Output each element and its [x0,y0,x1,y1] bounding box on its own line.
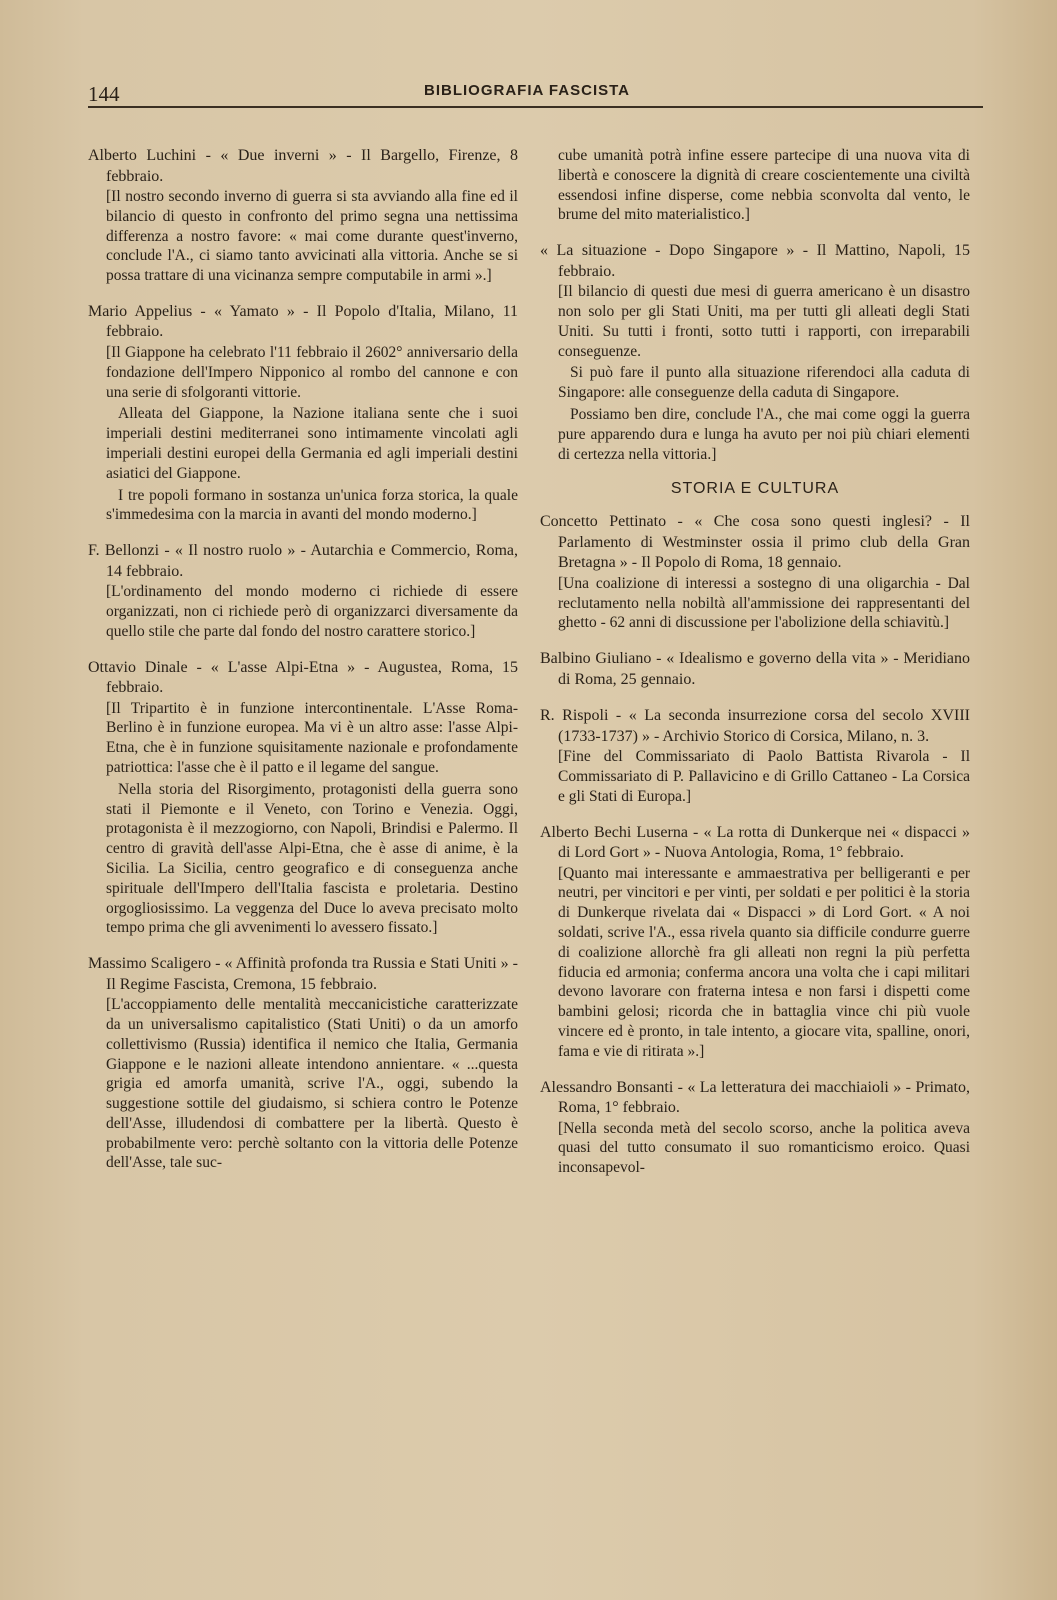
entry-citation: Massimo Scaligero - « Affinità profonda tra Russia e Stati Uniti » - Il Regime Fascista, Cremona, 15 febbraio. [88,955,518,993]
note-paragraph: cube umanità potrà infine essere partecipe di una nuova vita di libertà e conoscere la dignità di creare coscientemente una civiltà essendosi infine disperse, come nebbia sconvolta dal vento, le brume del mito materialistico.] [558,147,970,224]
note-paragraph: [Una coalizione di interessi a sostegno di una oligarchia - Dal reclutamento nella nobiltà all'ammissione dei rappresentanti del ghetto - 62 anni di discussione per l'abolizione della schiavitù.] [558,574,970,632]
bibliography-entry [540,1078,970,1178]
running-title: BIBLIOGRAFIA FASCISTA [424,82,630,99]
right-column [540,146,970,1194]
entry-citation: Concetto Pettinato - « Che cosa sono questi inglesi? - Il Parlamento di Westminster ossia il primo club della Gran Bretagna » - Il Popolo di Roma, 18 gennaio. [540,513,970,572]
entry-citation: Mario Appelius - « Yamato » - Il Popolo d'Italia, Milano, 11 febbraio. [88,302,518,341]
bibliography-entry [540,512,970,633]
bibliography-entry [540,823,970,1062]
entry-note [88,699,518,939]
header-rule [88,106,983,108]
note-paragraph: [Fine del Commissariato di Paolo Battista Rivarola - Il Commissariato di P. Pallavicino e di Grillo Cattaneo - La Corsica e gli Stati di Europa.] [558,748,970,805]
note-paragraph: [Il nostro secondo inverno di guerra si sta avviando alla fine ed il bilancio di questo in confronto del primo segna una nettissima differenza a nostro favore: « mai come durante quest'inverno, conclude l'A., ci siamo tanto avvicinati alla vittoria. Anche se si possa trattare di una vicinanza sempre computabile in armi ».] [106,188,518,285]
bibliography-entry [540,241,970,464]
bibliography-entry [88,954,518,1173]
right-column-entries-after [540,512,970,1178]
note-paragraph: [L'ordinamento del mondo moderno ci richiede di essere organizzati, non ci richiede però di organizzarci diversamente da quello stile che parte dal fondo del nostro carattere storico.] [106,583,518,640]
bibliography-entry [88,658,518,939]
note-paragraph: [Il bilancio di questi due mesi di guerra americano è un disastro non solo per gli Stati Uniti, ma per tutti gli alleati degli Stati Uniti. Su tutti i fronti, sotto tutti i rapporti, con irreparabili conseguenze. [558,283,970,360]
entry-note [88,187,518,286]
entry-citation: Balbino Giuliano - « Idealismo e governo della vita » - Meridiano di Roma, 25 gennaio. [540,650,970,688]
entry-citation: Alessandro Bonsanti - « La letteratura dei macchiaioli » - Primato, Roma, 1° febbraio. [540,1078,970,1117]
entry-note [540,574,970,633]
bibliography-entry [540,706,970,806]
note-paragraph: Nella storia del Risorgimento, protagonisti della guerra sono stati il Piemonte e il Veneto, con Torino e Venezia. Oggi, protagonista è il mezzogiorno, con Napoli, Brindisi e Palermo. Il centro di gravità dell'asse Alpi-Etna, che è asse di anime, è la Sicilia. La Sicilia, centro geografico e di conseguenza anche spirituale dell'Impero dell'Italia fascista e proletaria. Destino orgogliosissimo. La veggenza del Duce lo aveva precisato molto tempo prima che gli avvenimenti lo avessero fissato.] [106,780,518,937]
note-paragraph: Alleata del Giappone, la Nazione italiana sente che i suoi imperiali destini mediterranei sono intimamente vincolati agli imperiali destini europei della Germania ed agli imperiali destini asiatici del Giappone. [106,405,518,482]
entry-note [540,1119,970,1178]
entry-note [88,995,518,1173]
note-paragraph: Si può fare il punto alla situazione riferendoci alla caduta di Singapore: alle conseguenze della caduta di Singapore. [558,364,970,402]
entry-note [88,582,518,641]
entry-note [540,864,970,1062]
entry-citation: R. Rispoli - « La seconda insurrezione corsa del secolo XVIII (1733-1737) » - Archivio Storico di Corsica, Milano, n. 3. [540,707,970,745]
note-paragraph: [Quanto mai interessante e ammaestrativa per belligeranti e per neutri, per vincitori e per vinti, per soldati e per politici è la storia di Dunkerque rivelata dai « Dispacci » di Lord Gort. « A noi soldati, scrive l'A., essa rivela quanto sia difficile condurre guerre di coalizione allorchè fra gli alleati non regni la più perfetta fiducia ed armonia; conferma ancora una volta che i capi militari devono lavorare con fraterna intesa e non farsi i dispetti come bambini gelosi; ricorda che in battaglia vince chi più vuole vincere ed è pronto, in tale intento, a giocare vita, spalline, onori, fama e vie di ritirata ».] [558,864,970,1060]
note-paragraph: Possiamo ben dire, conclude l'A., che mai come oggi la guerra pure apparendo dura e lunga ha avuto per noi più chiari elementi di certezza nella vittoria.] [558,405,970,463]
entry-note [88,343,518,525]
section-heading: STORIA E CULTURA [670,480,840,498]
note-paragraph: [L'accoppiamento delle mentalità meccanicistiche caratterizzate da un universalismo capitalistico (Stati Uniti) o da un amorfo collettivismo (Russia) identifica il nemico che Italia, Germania Giappone e le nazioni alleate intendono annientare. « ...questa grigia ed amorfa umanità, scrive l'A., oggi, subendo la suggestione sottile del giudaismo, si schiera contro le Potenze dell'Asse, illudendosi di combattere per la libertà. Questo è probabilmente vero: perchè soltanto con la vittoria delle Potenze dell'Asse, tale suc- [106,996,518,1172]
bibliography-entry [88,146,518,286]
entry-citation: Ottavio Dinale - « L'asse Alpi-Etna » - Augustea, Roma, 15 febbraio. [88,658,518,697]
entry-citation: Alberto Luchini - « Due inverni » - Il Bargello, Firenze, 8 febbraio. [88,147,518,185]
entry-note [540,747,970,806]
bibliography-entry [88,541,518,641]
continued-note [540,146,970,225]
note-paragraph: [Il Tripartito è in funzione intercontinentale. L'Asse Roma-Berlino è in funzione europea. Ma vi è un altro asse: l'asse Alpi-Etna, che è in funzione squisitamente nazionale e profondamente patriottica: l'asse che è il patto e il legame del sangue. [106,699,518,776]
note-paragraph: [Il Giappone ha celebrato l'11 febbraio il 2602° anniversario della fondazione dell'Impero Nipponico al rombo del cannone e con una serie di sfolgoranti vittorie. [106,343,518,401]
note-paragraph: I tre popoli formano in sostanza un'unica forza storica, la quale s'immedesima con la marcia in avanti del mondo moderno.] [106,486,518,524]
entry-citation: F. Bellonzi - « Il nostro ruolo » - Autarchia e Commercio, Roma, 14 febbraio. [88,542,518,580]
bibliography-entry [540,649,970,690]
left-column [88,146,518,1189]
entry-note [540,282,970,464]
right-column-entries [540,241,970,464]
page-number: 144 [88,82,120,106]
entry-citation: « La situazione - Dopo Singapore » - Il Mattino, Napoli, 15 febbraio. [540,242,970,280]
bibliography-entry [88,302,518,525]
entry-citation: Alberto Bechi Luserna - « La rotta di Dunkerque nei « dispacci » di Lord Gort » - Nuova Antologia, Roma, 1° febbraio. [540,823,970,862]
note-paragraph: [Nella seconda metà del secolo scorso, anche la politica aveva quasi del tutto consumato il suo romanticismo eroico. Quasi inconsapevol- [558,1119,970,1177]
page-header [88,78,983,108]
